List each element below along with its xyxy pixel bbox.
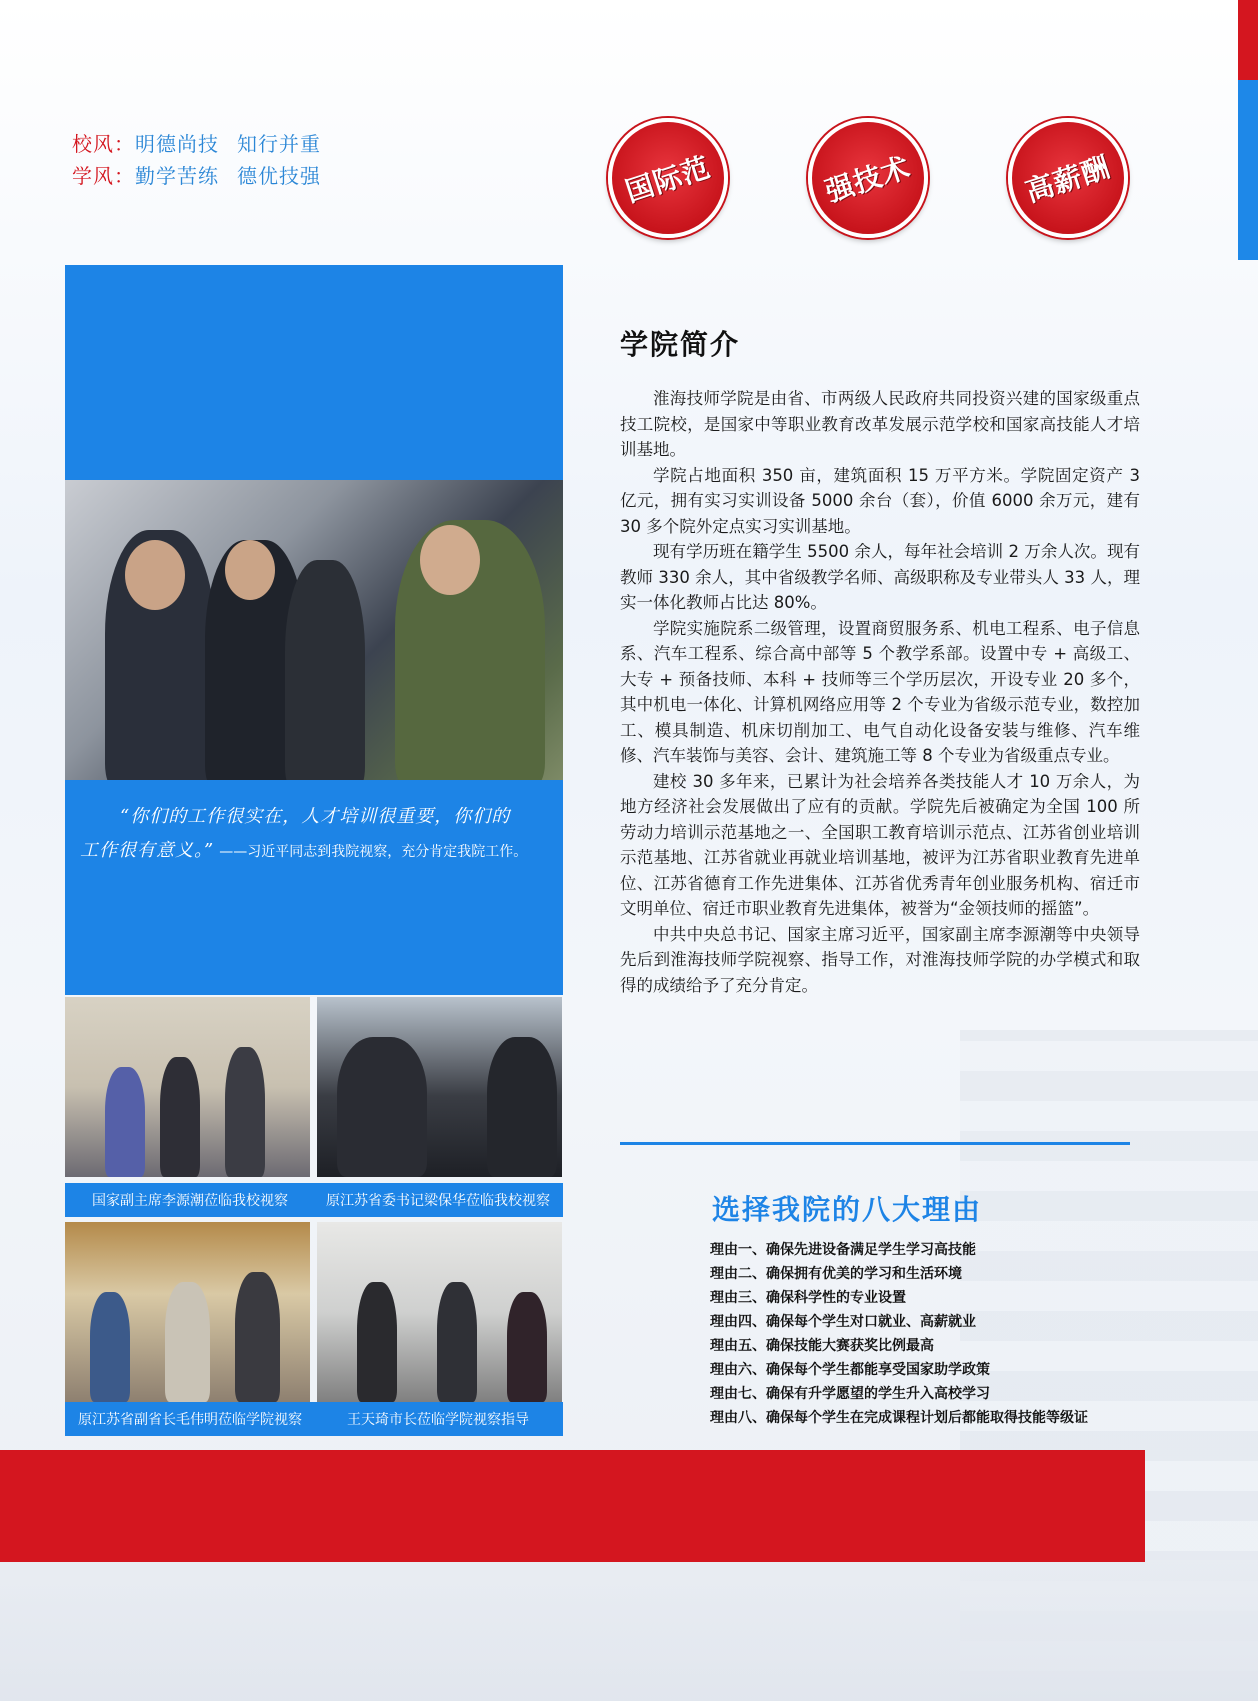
intro-paragraph: 中共中央总书记、国家主席习近平，国家副主席李源潮等中央领导先后到淮海技师学院视察、指导工作，对淮海技师学院的办学模式和取得的成绩给予了充分肯定。	[620, 924, 1140, 995]
badge-label: 强技术	[821, 150, 915, 209]
reason-item: 理由四、确保每个学生对口就业、高薪就业	[710, 1314, 976, 1330]
photo-caption: 原江苏省委书记梁保华莅临我校视察	[313, 1183, 563, 1217]
footer-red-band	[0, 1450, 1145, 1562]
reason-item: 理由七、确保有升学愿望的学生升入高校学习	[710, 1386, 990, 1402]
intro-paragraph: 淮海技师学院是由省、市两级人民政府共同投资兴建的国家级重点技工院校，是国家中等职业教育改革发展示范学校和国家高技能人才培训基地。	[620, 389, 1140, 459]
badge-international	[608, 118, 728, 238]
edge-accent-red	[1238, 0, 1258, 80]
main-photo	[65, 480, 563, 780]
reason-item: 理由二、确保拥有优美的学习和生活环境	[710, 1266, 962, 1282]
intro-paragraph: 建校 30 多年来，已累计为社会培养各类技能人才 10 万余人，为地方经济社会发展做出了应有的贡献。学院先后被确定为全国 100 所劳动力培训示范基地之一、全国职工教育培训示范点、江苏省创业培训示范基地、江苏省就业再就业培训基地，被评为江苏省职业教育先进单位、江苏省德育工作先进集体、江苏省优秀青年创业服务机构、宿迁市文明单位、宿迁市职业教育先进集体，被誉为“金领技师的摇篮”。	[620, 771, 1140, 918]
motto-text: 勤学苦练	[135, 164, 219, 188]
photo-caption: 国家副主席李源潮莅临我校视察	[65, 1183, 315, 1217]
reason-item: 理由六、确保每个学生都能享受国家助学政策	[710, 1362, 990, 1378]
photo-visit-4	[317, 1222, 562, 1402]
badge-salary	[1008, 118, 1128, 238]
edge-accent-blue	[1238, 80, 1258, 260]
reasons-title: 选择我院的八大理由	[712, 1193, 983, 1226]
reasons-list	[710, 1238, 1150, 1430]
motto-label: 校风：	[72, 132, 135, 156]
school-motto	[72, 128, 321, 157]
badge-label: 高薪酬	[1021, 150, 1115, 209]
quote-attribution: ——习近平同志到我院视察，充分肯定我院工作。	[219, 844, 528, 860]
background-campus-image	[0, 1560, 1258, 1701]
photo-visit-2	[317, 997, 562, 1177]
reason-item: 理由八、确保每个学生在完成课程计划后都能取得技能等级证	[710, 1410, 1088, 1426]
reason-item: 理由五、确保技能大赛获奖比例最高	[710, 1338, 934, 1354]
motto-label: 学风：	[72, 164, 135, 188]
photo-caption: 原江苏省副省长毛伟明莅临学院视察	[65, 1402, 315, 1436]
study-motto	[72, 160, 321, 189]
motto-text: 德优技强	[237, 164, 321, 188]
photo-visit-1	[65, 997, 310, 1177]
photo-caption: 王天琦市长莅临学院视察指导	[313, 1402, 563, 1436]
intro-paragraph: 学院实施院系二级管理，设置商贸服务系、机电工程系、电子信息系、汽车工程系、综合高中部等 5 个教学系部。设置中专 + 高级工、大专 + 预备技师、本科 + 技师等三个学历层次，开设专业 20 多个，其中机电一体化、计算机网络应用等 2 个专业为省级示范专业，数控加工、模具制造、机床切削加工、电气自动化设备安装与维修、汽车维修、汽车装饰与美容、会计、建筑施工等 8 个专业为省级重点专业。	[620, 618, 1140, 765]
badge-technique	[808, 118, 928, 238]
photo-visit-3	[65, 1222, 310, 1402]
motto-text: 知行并重	[237, 132, 321, 156]
motto-text: 明德尚技	[135, 132, 219, 156]
intro-text	[620, 386, 1140, 998]
reason-item: 理由一、确保先进设备满足学生学习高技能	[710, 1242, 976, 1258]
section-divider	[620, 1142, 1130, 1145]
badge-label: 国际范	[621, 150, 715, 209]
leader-quote	[80, 800, 560, 869]
intro-paragraph: 现有学历班在籍学生 5500 余人，每年社会培训 2 万余人次。现有教师 330 余人，其中省级教学名师、高级职称及专业带头人 33 人，理实一体化教师占比达 80%。	[620, 542, 1140, 612]
intro-paragraph: 学院占地面积 350 亩，建筑面积 15 万平方米。学院固定资产 3 亿元，拥有实习实训设备 5000 余台（套），价值 6000 余万元，建有 30 多个院外定点实习实训基地。	[620, 465, 1140, 536]
section-title: 学院简介	[620, 328, 741, 361]
reason-item: 理由三、确保科学性的专业设置	[710, 1290, 906, 1306]
quote-line: 工作很有意义。”	[80, 840, 215, 861]
quote-line: “你们的工作很实在，人才培训很重要，你们的	[120, 806, 511, 827]
